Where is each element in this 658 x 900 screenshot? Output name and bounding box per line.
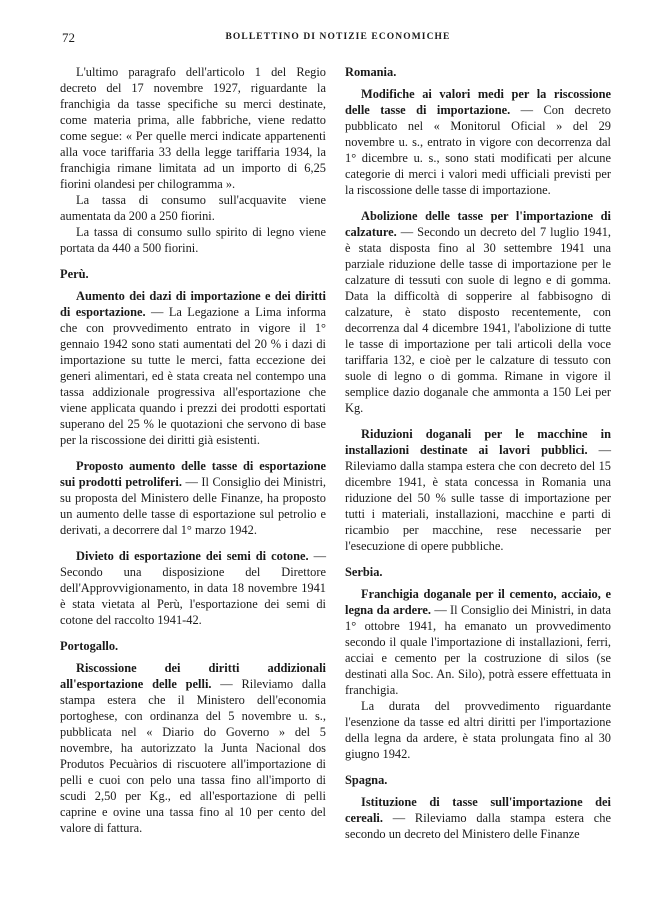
article-text: — Rileviamo dalla stampa estera che il Ministero dell'economia portoghese, con ordinanza del 5 novembre u. s., pubblicata nel « Diario do Governo » del 5 novembre, ha autorizzato la Junta Nacional dos Produtos Pecuàrios di riscuotere all'importazione di pelli e cuoi con pelo una tassa fino all'importo di scudi 2,50 per Kg., ed all'esportazione di pelli caprine e ovine una tassa fino al 10 per cento del valore di fattura. bbox=[60, 677, 326, 835]
article-text: — Rileviamo dalla stampa estera che secondo un decreto del Ministero delle Finanze bbox=[345, 811, 611, 841]
paragraph: L'ultimo paragrafo dell'articolo 1 del Regio decreto del 17 novembre 1927, riguardante la franchigia da tasse specifiche su merci destinate, come materia prima, alle fabbriche, viene redatto come segue: « Per quelle merci indicate appartenenti alla voce tariffaria 33 della legge tariffaria 1934, la franchigia rimane limitata ad un importo di 6,25 fiorini olandesi per chilogramma ». bbox=[60, 65, 326, 191]
article-paragraph bbox=[345, 794, 611, 842]
article-title: Proposto aumento delle tasse di esportazione sui prodotti petroliferi. bbox=[60, 459, 326, 489]
section-heading-serbia: Serbia. bbox=[345, 565, 383, 579]
section-heading-romania: Romania. bbox=[345, 65, 397, 79]
running-title: BOLLETTINO DI NOTIZIE ECONOMICHE bbox=[225, 32, 451, 42]
paragraph: La tassa di consumo sullo spirito di legno viene portata da 440 a 500 fiorini. bbox=[60, 225, 326, 255]
left-column bbox=[60, 64, 326, 836]
article-title: Aumento dei dazi di importazione e dei diritti di esportazione. bbox=[60, 289, 326, 319]
article-text: — Con decreto pubblicato nel « Monitorul Oficial » del 29 novembre u. s., entrato in vigore con decorrenza dal 1° dicembre u. s., sono stati modificati per alcune categorie di merci i valori medi ufficiali previsti per la riscossione delle tasse di importazione. bbox=[345, 103, 611, 197]
article-title: Istituzione di tasse sull'importazione dei cereali. bbox=[345, 795, 611, 825]
article-text: — Il Consiglio dei Ministri, su proposta del Ministero delle Finanze, ha proposto un aumento delle tasse di esportazione sul petrolio e derivati, a decorrere dal 1° marzo 1942. bbox=[60, 475, 326, 537]
article-title: Riscossione dei diritti addizionali all'esportazione delle pelli. bbox=[60, 661, 326, 691]
paragraph: La durata del provvedimento riguardante l'esenzione da tasse ed altri diritti per l'importazione della legna da ardere, è stata prolungata fino al 30 giugno 1942. bbox=[345, 699, 611, 761]
article-title: Abolizione delle tasse per l'importazione di calzature. bbox=[345, 209, 611, 239]
article-paragraph bbox=[345, 586, 611, 698]
article-paragraph bbox=[345, 86, 611, 198]
article-text: — Il Consiglio dei Ministri, in data 1° ottobre 1941, ha emanato un provvedimento secondo il quale l'importazione di installazioni, ferri, acciai e cemento per la costruzione di silos (se destinati alla Soc. An. Silo), potrà essere effettuata in franchigia. bbox=[345, 603, 611, 697]
article-paragraph bbox=[60, 548, 326, 628]
article-text: — Rileviamo dalla stampa estera che con decreto del 15 dicembre 1941, è stata concessa in Romania una riduzione del 50 % sulle tasse di importazione per tutti i materiali, installazioni, macchine e parti di ricambio per macchine, rese necessarie per l'esecuzione di opere pubbliche. bbox=[345, 443, 611, 553]
section-heading-spagna: Spagna. bbox=[345, 773, 388, 787]
article-title: Riduzioni doganali per le macchine in installazioni destinate ai lavori pubblici. bbox=[345, 427, 611, 457]
article-paragraph bbox=[60, 660, 326, 836]
article-paragraph bbox=[60, 458, 326, 538]
right-column bbox=[345, 64, 611, 842]
article-text: — Secondo una disposizione del Direttore dell'Approvvigionamento, in data 18 novembre 1941 è stata vietata al Perù, l'esportazione dei semi di cotone del raccolto 1941-42. bbox=[60, 549, 326, 627]
article-paragraph bbox=[60, 288, 326, 448]
article-text: — Secondo un decreto del 7 luglio 1941, è stata disposta fino al 30 settembre 1941 una parziale riduzione delle tasse di importazione per le calzature di tessuti con suole di legno e di gomma. Data la difficoltà di sopperire al fabbisogno di calzature, è stato disposto recentemente, con decorrenza dal 4 dicembre 1941, l'abolizione di tutte le tasse di importazione per tali articoli della voce tariffaria 132, e cioè per le calzature di tessuto con suole di legno o di gomma. Rimane in vigore il semplice dazio doganale che ammonta a 150 Lei per Kg. bbox=[345, 225, 611, 415]
article-title: Modifiche ai valori medi per la riscossione delle tasse di importazione. bbox=[345, 87, 611, 117]
article-title: Divieto di esportazione dei semi di cotone. bbox=[76, 549, 309, 563]
paragraph: La tassa di consumo sull'acquavite viene aumentata da 200 a 250 fiorini. bbox=[60, 193, 326, 223]
article-text: — La Legazione a Lima informa che con provvedimento entrato in vigore il 1° gennaio 1942 sono stati aumentati del 20 % i dazi di importazione su tutte le merci, fatta eccezione dei generi alimentari, ed è stata creata nel contempo una tassa addizionale progressiva all'esportazione che viene applicata quando i prezzi dei prodotti esportati superano del 25 % le quotazioni che servono di base per la riscossione dei diritti già esistenti. bbox=[60, 305, 326, 447]
page-header bbox=[62, 30, 614, 46]
article-paragraph bbox=[345, 426, 611, 554]
section-heading-peru: Perù. bbox=[60, 267, 89, 281]
article-paragraph bbox=[345, 208, 611, 416]
article-title: Franchigia doganale per il cemento, acciaio, e legna da ardere. bbox=[345, 587, 611, 617]
section-heading-portogallo: Portogallo. bbox=[60, 639, 119, 653]
page-number: 72 bbox=[62, 30, 75, 45]
